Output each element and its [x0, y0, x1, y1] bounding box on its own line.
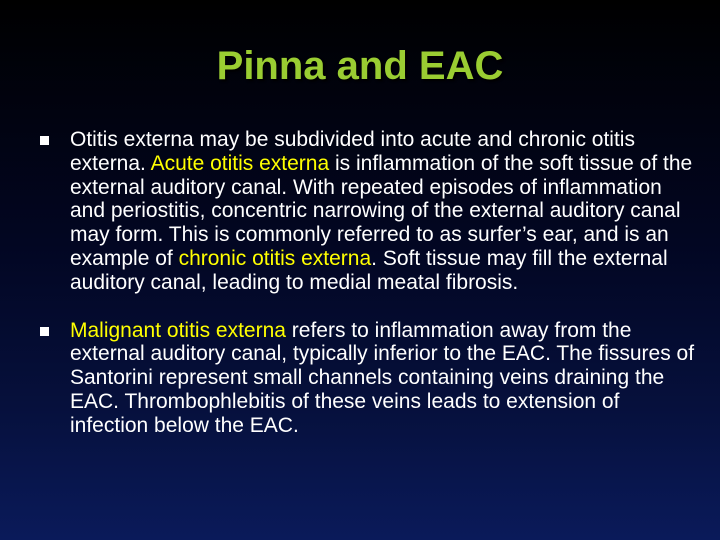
- bullet-text: . Soft tissue may fill the external auditory canal, leading to medial meatal fibrosis.: [70, 246, 668, 294]
- square-bullet-icon: [40, 327, 49, 336]
- bullet-list: [40, 128, 700, 438]
- bullet-item-malignant-otitis: [40, 319, 700, 438]
- highlight-term-acute: Acute otitis externa: [150, 151, 335, 175]
- highlight-term-chronic: chronic otitis externa: [178, 246, 372, 270]
- slide-title: Pinna and EAC: [216, 44, 504, 88]
- highlight-term-malignant: Malignant otitis externa: [70, 318, 286, 342]
- bullet-text: is inflammation of the soft tissue of the external auditory canal. With repeated episodes of inflammation and periostitis, concentric narrowing of the external auditory canal may form. This is commonly referred to as surfer’s ear, and is an example of: [70, 151, 693, 270]
- bullet-text: Otitis externa may be subdivided into acute and chronic otitis externa.: [70, 128, 635, 175]
- bullet-item-otitis-externa: [40, 128, 700, 295]
- square-bullet-icon: [40, 136, 49, 145]
- bullet-text: refers to inflammation away from the external auditory canal, typically inferior to the EAC. The fissures of Santorini represent small channels containing veins draining the EAC. Thrombophlebitis of these veins leads to extension of infection below the EAC.: [70, 318, 695, 437]
